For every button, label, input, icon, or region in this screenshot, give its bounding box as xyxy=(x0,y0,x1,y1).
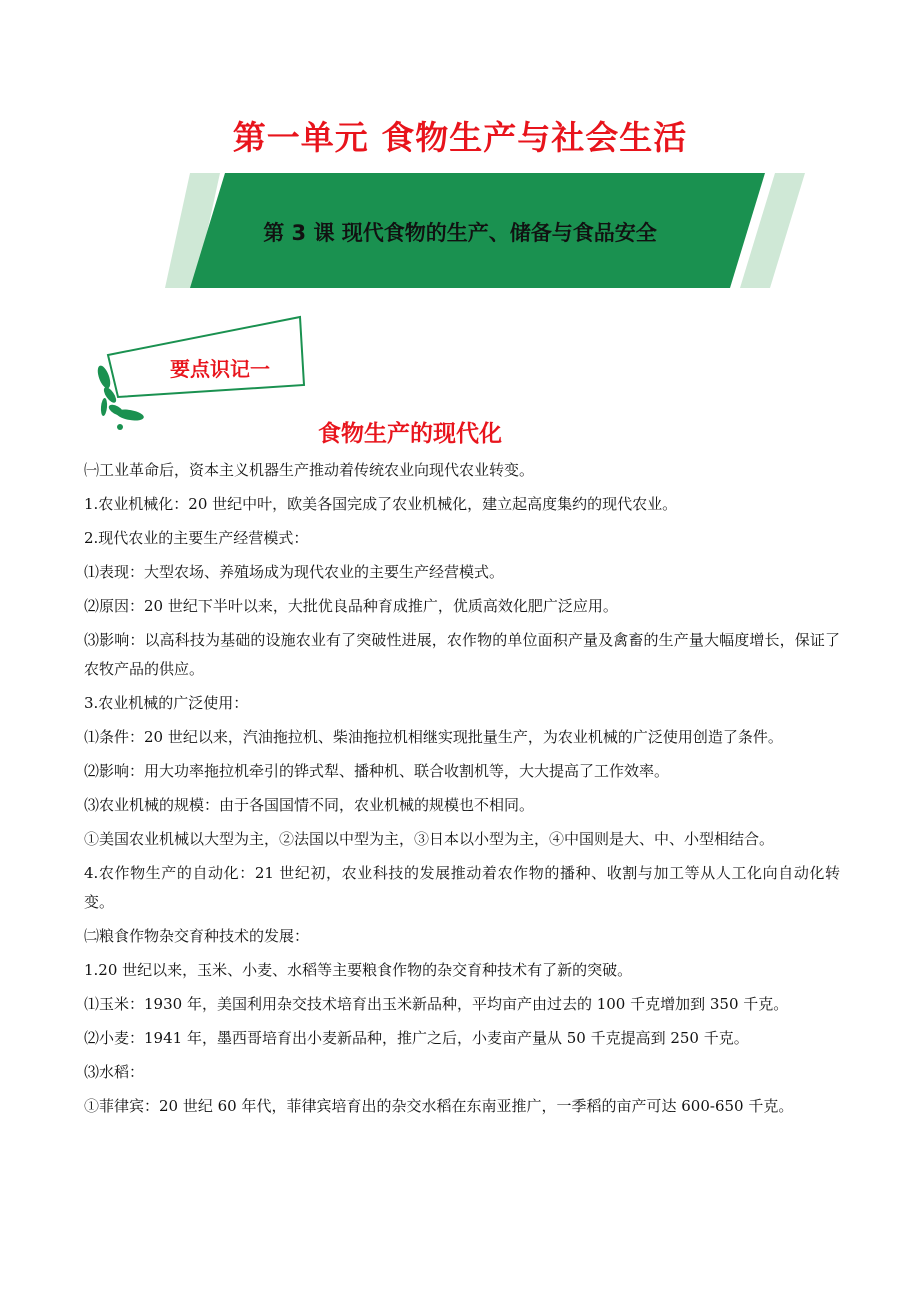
paragraph: ⑵影响：用大功率拖拉机牵引的铧式犁、播种机、联合收割机等，大大提高了工作效率。 xyxy=(84,762,670,780)
paragraph: ⑵原因：20 世纪下半叶以来，大批优良品种育成推广，优质高效化肥广泛应用。 xyxy=(84,597,618,615)
paragraph: ①菲律宾：20 世纪 60 年代，菲律宾培育出的杂交水稻在东南亚推广，一季稻的亩产可达 600-650 千克。 xyxy=(84,1097,794,1115)
content-body xyxy=(84,456,840,1126)
badge-label: 要点识记一 xyxy=(170,357,270,381)
paragraph: ㈡粮食作物杂交育种技术的发展： xyxy=(84,927,310,945)
paragraph: ⑴玉米：1930 年，美国利用杂交技术培育出玉米新品种，平均亩产由过去的 100 千克增加到 350 千克。 xyxy=(84,995,789,1013)
paragraph: ⑵小麦：1941 年，墨西哥培育出小麦新品种，推广之后，小麦亩产量从 50 千克提高到 250 千克。 xyxy=(84,1029,749,1047)
paragraph: ⑶水稻： xyxy=(84,1063,145,1081)
paragraph: 1.20 世纪以来，玉米、小麦、水稻等主要粮食作物的杂交育种技术有了新的突破。 xyxy=(84,961,633,979)
paragraph: ⑴表现：大型农场、养殖场成为现代农业的主要生产经营模式。 xyxy=(84,563,505,581)
paragraph: 2.现代农业的主要生产经营模式： xyxy=(84,529,309,547)
unit-title: 第一单元 食物生产与社会生活 xyxy=(232,118,688,157)
paragraph: ⑶影响：以高科技为基础的设施农业有了突破性进展，农作物的单位面积产量及禽畜的生产量大幅度增长，保证了农牧产品的供应。 xyxy=(84,631,840,678)
paragraph: ①美国农业机械以大型为主，②法国以中型为主，③日本以小型为主，④中国则是大、中、小型相结合。 xyxy=(84,830,775,848)
paragraph: ⑶农业机械的规模：由于各国国情不同，农业机械的规模也不相同。 xyxy=(84,796,535,814)
paragraph: 4.农作物生产的自动化：21 世纪初，农业科技的发展推动着农作物的播种、收割与加工等从人工化向自动化转变。 xyxy=(84,864,840,911)
paragraph: ㈠工业革命后，资本主义机器生产推动着传统农业向现代农业转变。 xyxy=(84,461,535,479)
paragraph: ⑴条件：20 世纪以来，汽油拖拉机、柴油拖拉机相继实现批量生产，为农业机械的广泛使用创造了条件。 xyxy=(84,728,783,746)
paragraph: 3.农业机械的广泛使用： xyxy=(84,694,249,712)
lesson-title: 第 3 课 现代食物的生产、储备与食品安全 xyxy=(263,221,657,245)
paragraph: 1.农业机械化：20 世纪中叶，欧美各国完成了农业机械化，建立起高度集约的现代农业。 xyxy=(84,495,678,513)
section-heading: 食物生产的现代化 xyxy=(318,421,502,447)
